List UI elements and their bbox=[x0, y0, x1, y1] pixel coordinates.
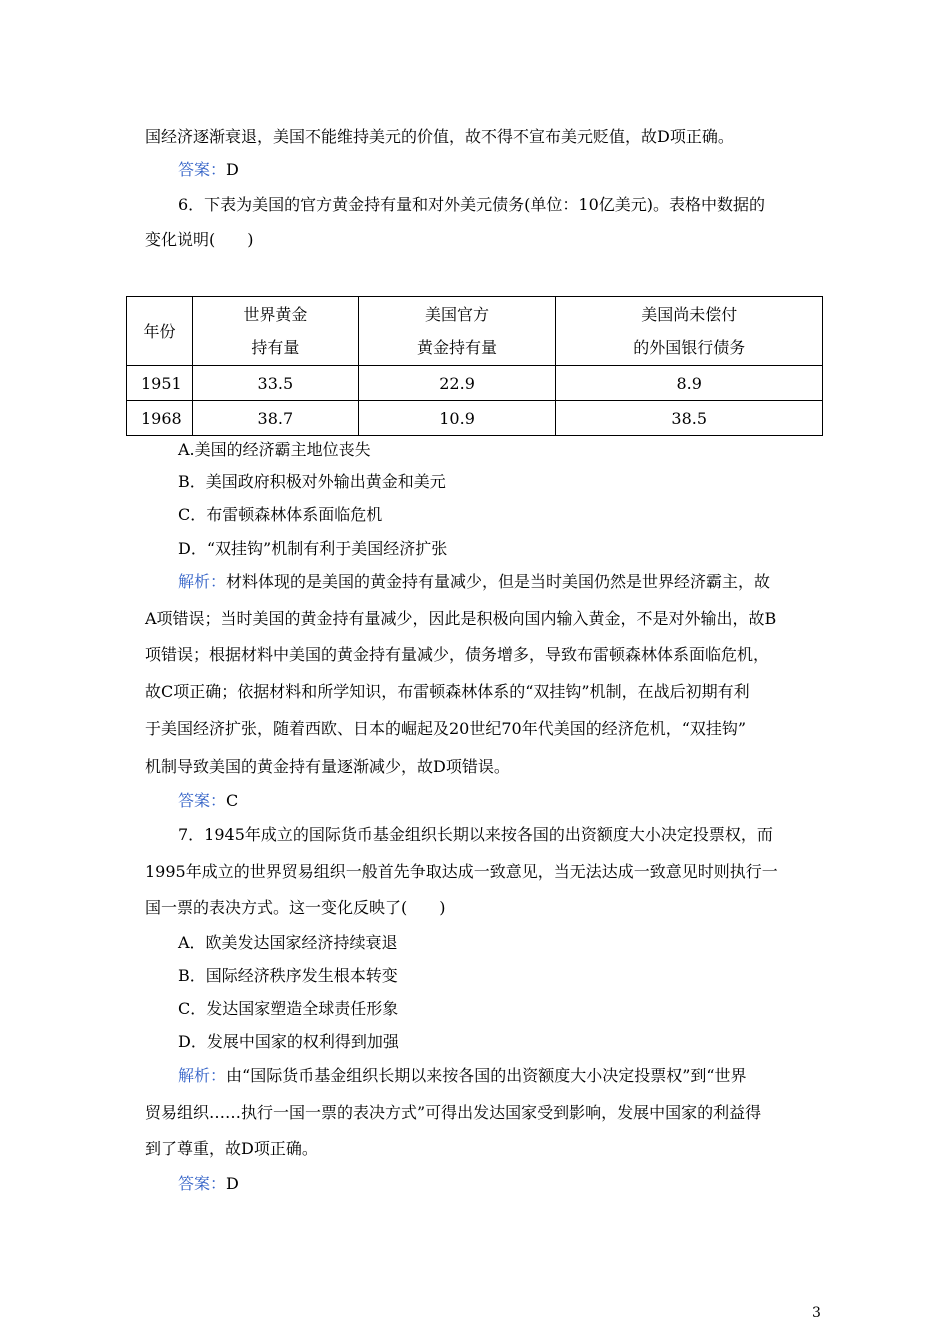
cell-us-debt: 8.9 bbox=[556, 366, 823, 401]
analysis-label: 解析： bbox=[178, 572, 227, 591]
question-7-stem-cont: 1995年成立的世界贸易组织一般首先争取达成一致意见，当无法达成一致意见时则执行一 bbox=[145, 862, 778, 881]
header-us-debt: 美国尚未偿付 的外国银行债务 bbox=[556, 297, 823, 366]
question-6-stem: 6．下表为美国的官方黄金持有量和对外美元债务(单位：10亿美元)。表格中数据的 bbox=[178, 195, 766, 214]
question-6-stem-cont: 变化说明( ) bbox=[145, 230, 254, 249]
option-a: A．欧美发达国家经济持续衰退 bbox=[178, 933, 398, 952]
answer-line bbox=[178, 160, 239, 180]
option-d: D．发展中国家的权利得到加强 bbox=[178, 1032, 399, 1051]
analysis-line: 解析：材料体现的是美国的黄金持有量减少，但是当时美国仍然是世界经济霸主，故 bbox=[178, 572, 771, 591]
answer-line bbox=[178, 1174, 239, 1194]
analysis-line: A项错误；当时美国的黄金持有量减少，因此是积极向国内输入黄金，不是对外输出，故B bbox=[145, 609, 777, 628]
analysis-line: 项错误；根据材料中美国的黄金持有量减少，债务增多，导致布雷顿森林体系面临危机， bbox=[145, 645, 770, 664]
analysis-label: 解析： bbox=[178, 1066, 227, 1085]
cell-year: 1968 bbox=[127, 401, 193, 436]
analysis-line: 机制导致美国的黄金持有量逐渐减少，故D项错误。 bbox=[145, 757, 510, 776]
option-b: B．美国政府积极对外输出黄金和美元 bbox=[178, 472, 446, 491]
answer-value: D bbox=[226, 160, 239, 179]
header-us-gold: 美国官方 黄金持有量 bbox=[358, 297, 556, 366]
answer-label: 答案： bbox=[178, 1174, 227, 1193]
option-b: B．国际经济秩序发生根本转变 bbox=[178, 966, 398, 985]
header-year: 年份 bbox=[127, 297, 193, 366]
answer-label: 答案： bbox=[178, 160, 227, 179]
answer-value: C bbox=[226, 791, 239, 810]
answer-line bbox=[178, 791, 238, 811]
cell-us-gold: 10.9 bbox=[358, 401, 556, 436]
option-c: C．发达国家塑造全球责任形象 bbox=[178, 999, 399, 1018]
cell-world-gold: 33.5 bbox=[192, 366, 358, 401]
cell-us-gold: 22.9 bbox=[358, 366, 556, 401]
text-line: 国经济逐渐衰退，美国不能维持美元的价值，故不得不宣布美元贬值，故D项正确。 bbox=[145, 127, 734, 146]
option-a: A.美国的经济霸主地位丧失 bbox=[178, 440, 371, 459]
table-header-row bbox=[127, 297, 823, 366]
analysis-line: 贸易组织……执行一国一票的表决方式”可得出发达国家受到影响，发展中国家的利益得 bbox=[145, 1103, 762, 1122]
cell-us-debt: 38.5 bbox=[556, 401, 823, 436]
gold-debt-table bbox=[126, 296, 823, 436]
question-7-stem-cont: 国一票的表决方式。这一变化反映了( ) bbox=[145, 898, 446, 917]
cell-year: 1951 bbox=[127, 366, 193, 401]
answer-value: D bbox=[226, 1174, 239, 1193]
question-7-stem: 7．1945年成立的国际货币基金组织长期以来按各国的出资额度大小决定投票权，而 bbox=[178, 825, 773, 844]
page-number: 3 bbox=[812, 1305, 821, 1321]
table-row bbox=[127, 401, 823, 436]
answer-label: 答案： bbox=[178, 791, 227, 810]
analysis-line: 故C项正确；依据材料和所学知识，布雷顿森林体系的“双挂钩”机制，在战后初期有利 bbox=[145, 682, 750, 701]
analysis-line: 于美国经济扩张，随着西欧、日本的崛起及20世纪70年代美国的经济危机，“双挂钩” bbox=[145, 719, 747, 738]
analysis-line: 到了尊重，故D项正确。 bbox=[145, 1139, 318, 1158]
cell-world-gold: 38.7 bbox=[192, 401, 358, 436]
option-d: D．“双挂钩”机制有利于美国经济扩张 bbox=[178, 539, 448, 558]
analysis-line: 解析：由“国际货币基金组织长期以来按各国的出资额度大小决定投票权”到“世界 bbox=[178, 1066, 747, 1085]
option-c: C．布雷顿森林体系面临危机 bbox=[178, 505, 383, 524]
header-world-gold: 世界黄金 持有量 bbox=[192, 297, 358, 366]
table-row bbox=[127, 366, 823, 401]
